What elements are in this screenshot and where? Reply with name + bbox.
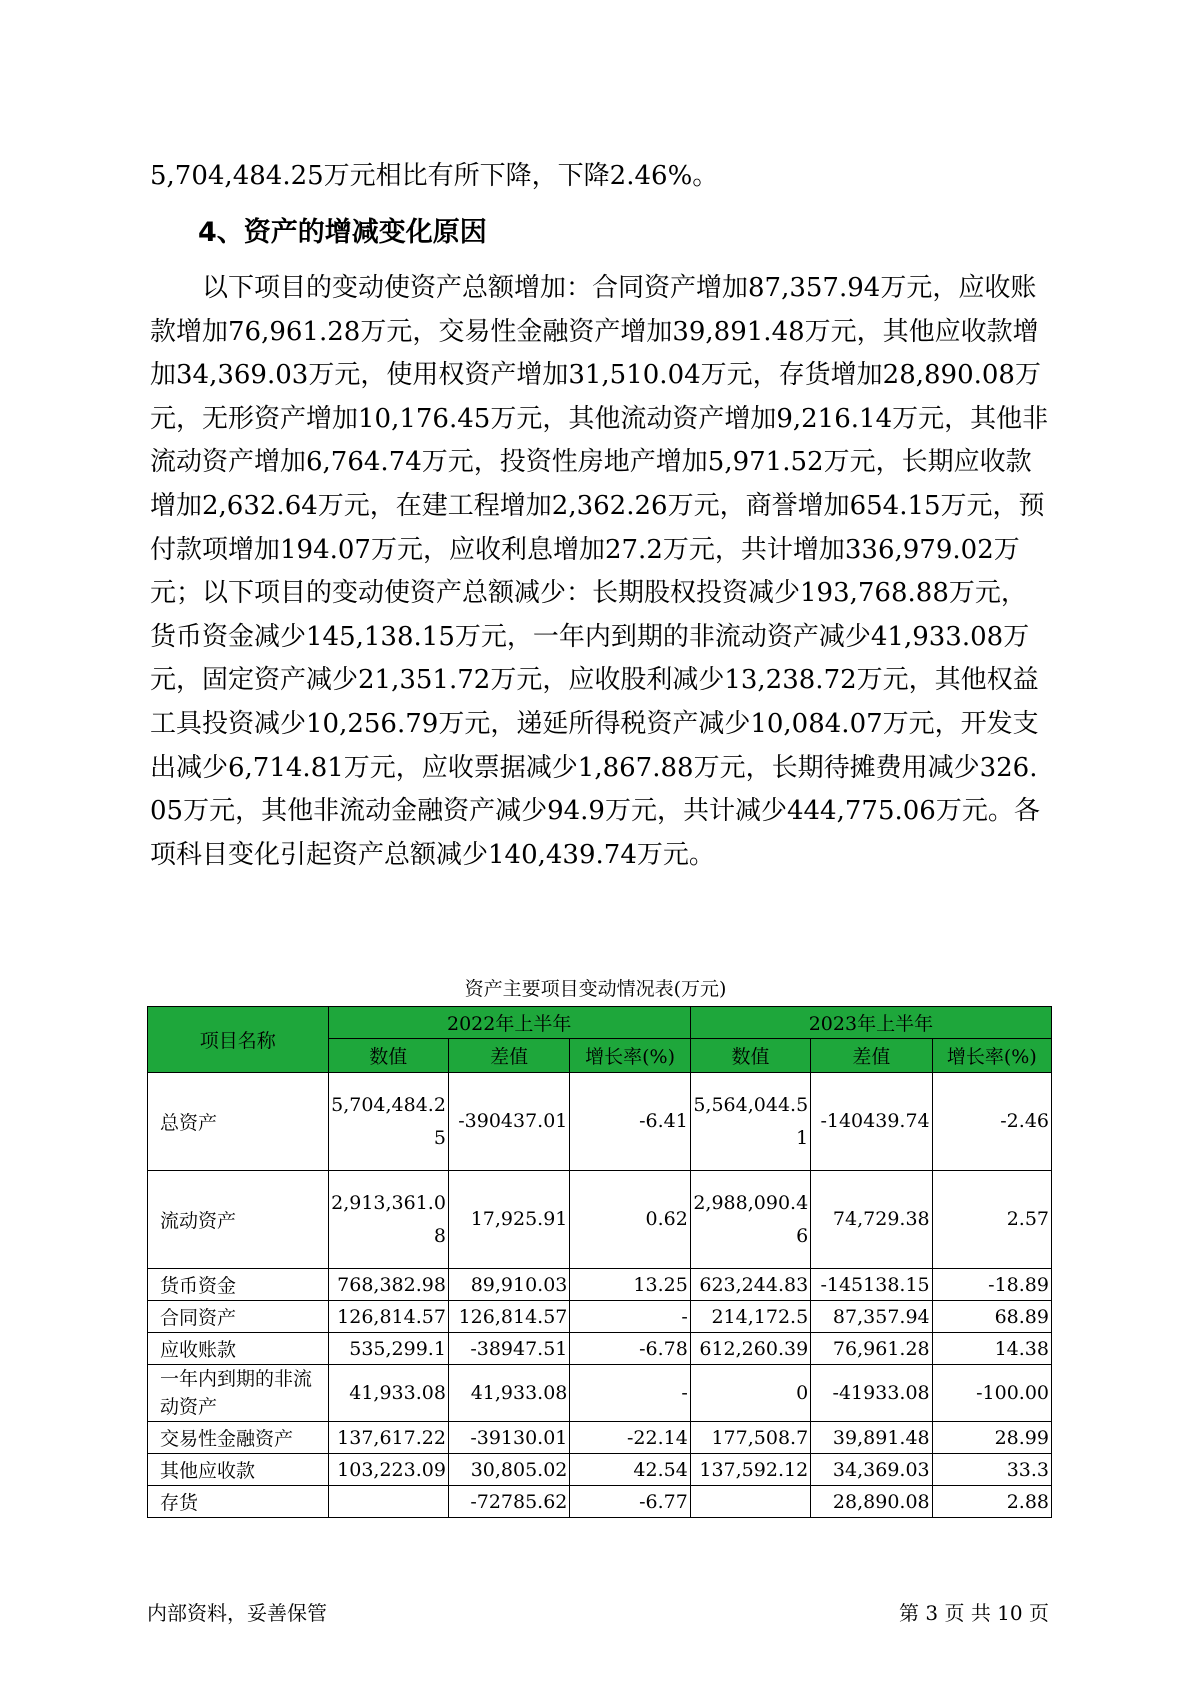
subheader-growth: 增长率(%) xyxy=(570,1039,690,1073)
cell-value xyxy=(328,1486,448,1518)
table-row xyxy=(148,1422,1052,1454)
table-row xyxy=(148,1486,1052,1518)
row-label: 一年内到期的非流动资产 xyxy=(148,1365,329,1422)
cell-growth: 0.62 xyxy=(570,1171,690,1269)
body-paragraph: 以下项目的变动使资产总额增加：合同资产增加87,357.94万元，应收账款增加76,961.28万元，交易性金融资产增加39,891.48万元，其他应收款增加34,369.03万元，使用权资产增加31,510.04万元，存货增加28,890.08万元，无形资产增加10,176.45万元，其他流动资产增加9,216.14万元，其他非流动资产增加6,764.74万元，投资性房地产增加5,971.52万元，长期应收款增加2,632.64万元，在建工程增加2,362.26万元，商誉增加654.15万元，预付款项增加194.07万元，应收利息增加27.2万元，共计增加336,979.02万元；以下项目的变动使资产总额减少：长期股权投资减少193,768.88万元，货币资金减少145,138.15万元，一年内到期的非流动资产减少41,933.08万元，固定资产减少21,351.72万元，应收股利减少13,238.72万元，其他权益工具投资减少10,256.79万元，递延所得税资产减少10,084.07万元，开发支出减少6,714.81万元，应收票据减少1,867.88万元，长期待摊费用减少326.05万元，其他非流动金融资产减少94.9万元，共计减少444,775.06万元。各项科目变化引起资产总额减少140,439.74万元。 xyxy=(150,273,1049,870)
cell-diff: 34,369.03 xyxy=(811,1454,932,1486)
cell-value: 214,172.5 xyxy=(690,1301,810,1333)
cell-growth: 13.25 xyxy=(570,1269,690,1301)
footer-page-number: 第 3 页 共 10 页 xyxy=(899,1601,1049,1625)
cell-growth: - xyxy=(570,1301,690,1333)
cell-value: 2,988,090.46 xyxy=(690,1171,810,1269)
cell-value: 41,933.08 xyxy=(328,1365,448,1422)
cell-growth: 33.3 xyxy=(932,1454,1051,1486)
table-row xyxy=(148,1171,1052,1269)
cell-diff: -38947.51 xyxy=(448,1333,569,1365)
cell-growth: -6.77 xyxy=(570,1486,690,1518)
cell-diff: 17,925.91 xyxy=(448,1171,569,1269)
cell-value: 768,382.98 xyxy=(328,1269,448,1301)
row-label: 交易性金融资产 xyxy=(148,1422,329,1454)
table-row xyxy=(148,1333,1052,1365)
row-label: 流动资产 xyxy=(148,1171,329,1269)
table-row xyxy=(148,1454,1052,1486)
cell-diff: 30,805.02 xyxy=(448,1454,569,1486)
cell-growth: 2.88 xyxy=(932,1486,1051,1518)
cell-diff: 126,814.57 xyxy=(448,1301,569,1333)
cell-value: 137,592.12 xyxy=(690,1454,810,1486)
cell-value: 137,617.22 xyxy=(328,1422,448,1454)
cell-value: 623,244.83 xyxy=(690,1269,810,1301)
cell-diff: -41933.08 xyxy=(811,1365,932,1422)
cell-value xyxy=(690,1486,810,1518)
cell-growth: -22.14 xyxy=(570,1422,690,1454)
cell-value: 177,508.7 xyxy=(690,1422,810,1454)
cell-value: 0 xyxy=(690,1365,810,1422)
asset-change-table xyxy=(147,1006,1052,1518)
section-heading: 4、资产的增减变化原因 xyxy=(198,217,487,248)
cell-growth: 2.57 xyxy=(932,1171,1051,1269)
cell-diff: 87,357.94 xyxy=(811,1301,932,1333)
cell-growth: 28.99 xyxy=(932,1422,1051,1454)
cell-diff: -145138.15 xyxy=(811,1269,932,1301)
cell-growth: 14.38 xyxy=(932,1333,1051,1365)
cell-diff: -390437.01 xyxy=(448,1073,569,1171)
cell-value: 5,704,484.25 xyxy=(328,1073,448,1171)
subheader-diff: 差值 xyxy=(811,1039,932,1073)
cell-value: 2,913,361.08 xyxy=(328,1171,448,1269)
header-period-2022: 2022年上半年 xyxy=(328,1007,690,1039)
cell-growth: -18.89 xyxy=(932,1269,1051,1301)
header-period-2023: 2023年上半年 xyxy=(690,1007,1051,1039)
table-row xyxy=(148,1301,1052,1333)
footer-confidential-note: 内部资料，妥善保管 xyxy=(147,1601,327,1625)
cell-growth: - xyxy=(570,1365,690,1422)
cell-diff: 39,891.48 xyxy=(811,1422,932,1454)
cell-value: 126,814.57 xyxy=(328,1301,448,1333)
cell-value: 103,223.09 xyxy=(328,1454,448,1486)
cell-growth: -2.46 xyxy=(932,1073,1051,1171)
cell-diff: 76,961.28 xyxy=(811,1333,932,1365)
subheader-growth: 增长率(%) xyxy=(932,1039,1051,1073)
cell-diff: -72785.62 xyxy=(448,1486,569,1518)
cell-value: 612,260.39 xyxy=(690,1333,810,1365)
row-label: 存货 xyxy=(148,1486,329,1518)
row-label: 总资产 xyxy=(148,1073,329,1171)
table-row xyxy=(148,1269,1052,1301)
cell-growth: -100.00 xyxy=(932,1365,1051,1422)
row-label: 应收账款 xyxy=(148,1333,329,1365)
cell-growth: 68.89 xyxy=(932,1301,1051,1333)
cell-diff: 28,890.08 xyxy=(811,1486,932,1518)
subheader-value: 数值 xyxy=(690,1039,810,1073)
row-label: 合同资产 xyxy=(148,1301,329,1333)
table-row xyxy=(148,1365,1052,1422)
table-caption: 资产主要项目变动情况表(万元) xyxy=(464,978,727,1000)
row-label: 货币资金 xyxy=(148,1269,329,1301)
header-item-name: 项目名称 xyxy=(148,1007,329,1073)
row-label: 其他应收款 xyxy=(148,1454,329,1486)
cell-diff: 74,729.38 xyxy=(811,1171,932,1269)
cell-diff: -140439.74 xyxy=(811,1073,932,1171)
cell-value: 535,299.1 xyxy=(328,1333,448,1365)
cell-diff: -39130.01 xyxy=(448,1422,569,1454)
cell-diff: 41,933.08 xyxy=(448,1365,569,1422)
table-row xyxy=(148,1073,1052,1171)
intro-line: 5,704,484.25万元相比有所下降，下降2.46%。 xyxy=(150,161,719,191)
cell-growth: 42.54 xyxy=(570,1454,690,1486)
cell-diff: 89,910.03 xyxy=(448,1269,569,1301)
cell-growth: -6.41 xyxy=(570,1073,690,1171)
cell-growth: -6.78 xyxy=(570,1333,690,1365)
subheader-diff: 差值 xyxy=(448,1039,569,1073)
cell-value: 5,564,044.51 xyxy=(690,1073,810,1171)
subheader-value: 数值 xyxy=(328,1039,448,1073)
